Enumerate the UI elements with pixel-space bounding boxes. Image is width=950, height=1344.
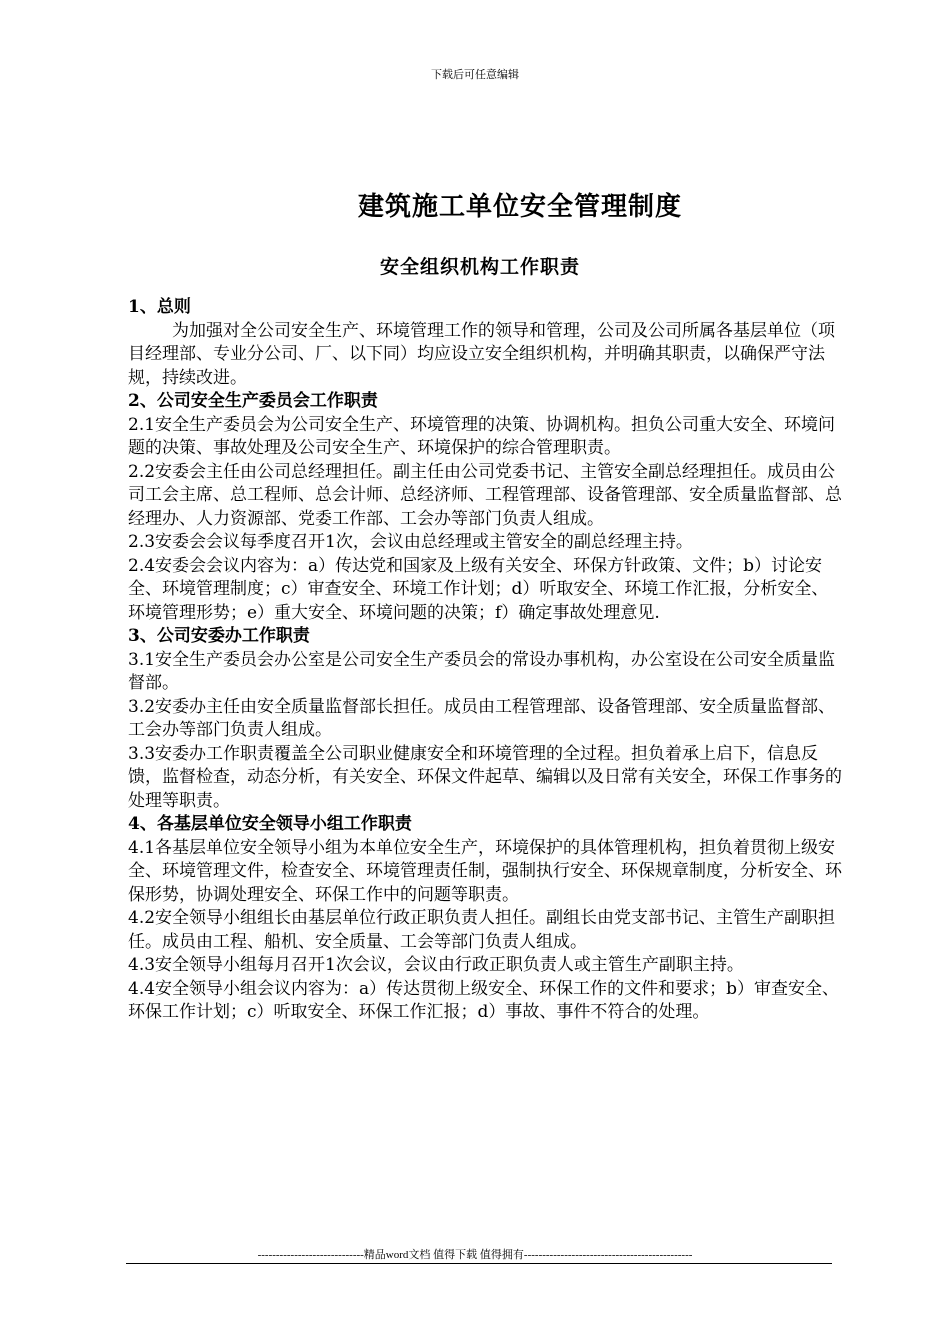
clause-2-4: 2.4安委会会议内容为：a）传达党和国家及上级有关安全、环保方针政策、文件；b）讨论安全、环境管理制度；c）审查安全、环境工作计划；d）听取安全、环境工作汇报，分析安全、环境管理形势；e）重大安全、环境问题的决策；f）确定事故处理意见.: [128, 555, 829, 623]
clause-2-1: 2.1安全生产委员会为公司安全生产、环境管理的决策、协调机构。担负公司重大安全、环境问题的决策、事故处理及公司安全生产、环境保护的综合管理职责。: [128, 414, 836, 458]
footer-text: -----------------------------精品word文档 值得下载 值得拥有----------------------------------------------: [257, 1249, 693, 1261]
section-heading-4: 4、各基层单位安全领导小组工作职责: [128, 814, 412, 834]
clause-2-2: 2.2安委会主任由公司总经理担任。副主任由公司党委书记、主管安全副总经理担任。成员由公司工会主席、总工程师、总会计师、总经济师、工程管理部、设备管理部、安全质量监督部、总经理办、人力资源部、党委工作部、工会办等部门负责人组成。: [128, 461, 842, 529]
section-heading-3: 3、公司安委办工作职责: [128, 626, 310, 646]
clause-4-2: 4.2安全领导小组组长由基层单位行政正职负责人担任。副组长由党支部书记、主管生产副职担任。成员由工程、船机、安全质量、工会等部门负责人组成。: [128, 908, 836, 952]
section-heading-1: 1、总则: [128, 297, 191, 317]
clause-3-2: 3.2安委办主任由安全质量监督部长担任。成员由工程管理部、设备管理部、安全质量监督部、工会办等部门负责人组成。: [128, 696, 836, 740]
document-title: 建筑施工单位安全管理制度: [357, 192, 682, 222]
clause-2-3: 2.3安委会会议每季度召开1次，会议由总经理或主管安全的副总经理主持。: [128, 532, 693, 552]
clause-4-1: 4.1各基层单位安全领导小组为本单位安全生产，环境保护的具体管理机构，担负着贯彻上级安全、环境管理文件，检查安全、环境管理责任制，强制执行安全、环保规章制度，分析安全、环保形势，协调处理安全、环保工作中的问题等职责。: [128, 837, 842, 905]
clause-3-3: 3.3安委办工作职责覆盖全公司职业健康安全和环境管理的全过程。担负着承上启下，信息反馈，监督检查，动态分析，有关安全、环保文件起草、编辑以及日常有关安全，环保工作事务的处理等职责。: [128, 743, 842, 811]
document-subtitle: 安全组织机构工作职责: [379, 256, 580, 278]
clause-4-3: 4.3安全领导小组每月召开1次会议，会议由行政正职负责人或主管生产副职主持。: [128, 955, 744, 975]
clause-4-4: 4.4安全领导小组会议内容为：a）传达贯彻上级安全、环保工作的文件和要求；b）审查安全、环保工作计划；c）听取安全、环保工作汇报；d）事故、事件不符合的处理。: [128, 978, 840, 1022]
clause-3-1: 3.1安全生产委员会办公室是公司安全生产委员会的常设办事机构，办公室设在公司安全质量监督部。: [128, 649, 836, 693]
footer-divider: [126, 1263, 832, 1264]
header-note: 下载后可任意编辑: [431, 69, 519, 81]
section-1-paragraph: 为加强对全公司安全生产、环境管理工作的领导和管理，公司及公司所属各基层单位（项目经理部、专业分公司、厂、以下同）均应设立安全组织机构，并明确其职责，以确保严守法规，持续改进。: [128, 320, 835, 388]
section-heading-2: 2、公司安全生产委员会工作职责: [128, 391, 378, 411]
document-body: [128, 296, 844, 1025]
